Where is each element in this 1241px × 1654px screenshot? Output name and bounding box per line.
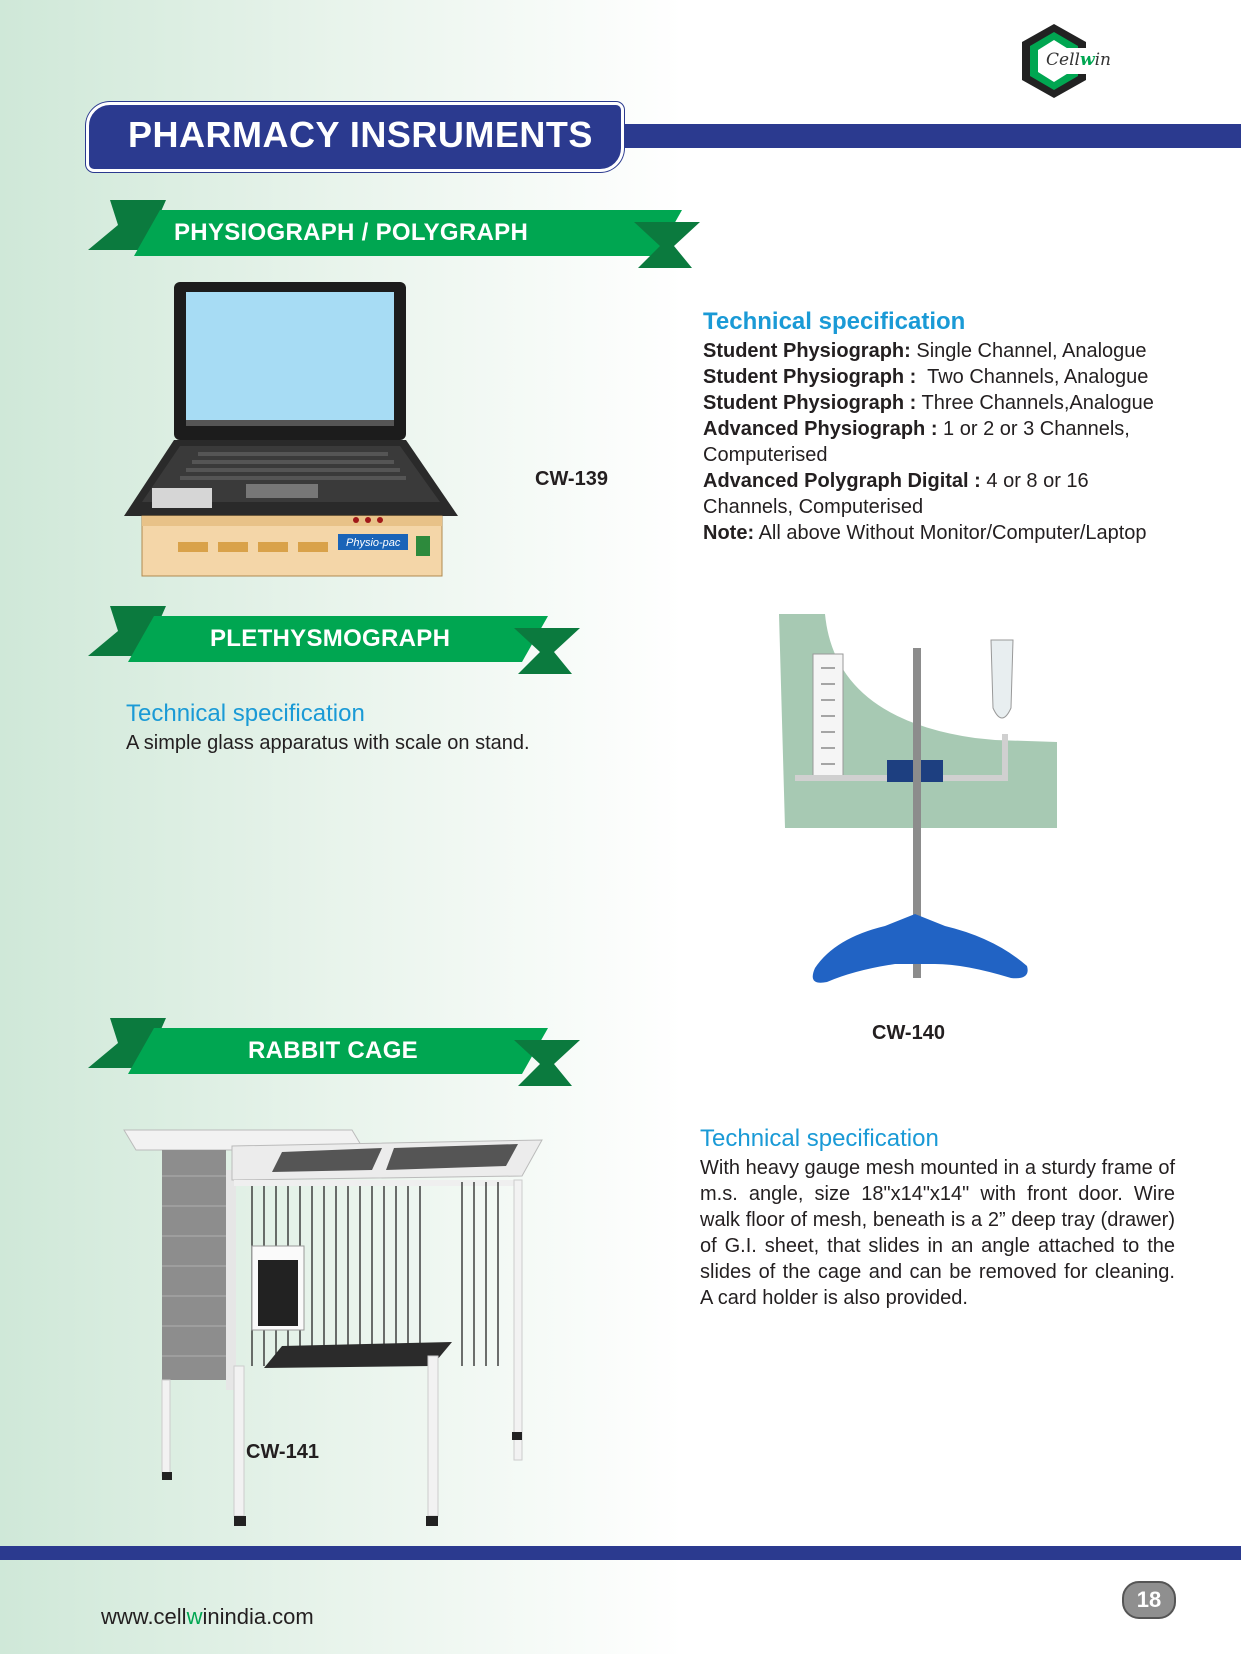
logo-wordmark: Cellwin	[1046, 50, 1111, 70]
page-title: PHARMACY INSRUMENTS	[128, 114, 593, 155]
section-ribbon-plethysmograph	[88, 606, 588, 676]
section-title-physiograph: PHYSIOGRAPH / POLYGRAPH	[174, 219, 529, 246]
spec-line: Computerised	[703, 444, 828, 466]
svg-text:Physio-pac: Physio-pac	[346, 537, 401, 549]
header-rule	[590, 124, 1241, 148]
product-code-cw139: CW-139	[535, 468, 608, 490]
spec-title-physiograph: Technical specification	[703, 308, 966, 335]
spec-title-rabbit-cage: Technical specification	[700, 1125, 939, 1152]
spec-line: Advanced Physiograph : 1 or 2 or 3 Channels,	[703, 418, 1130, 440]
page-number: 18	[1136, 1587, 1162, 1612]
rabbit-cage-image	[122, 1126, 548, 1534]
spec-line: Student Physiograph : Two Channels, Analogue	[703, 366, 1149, 388]
spec-line: Channels, Computerised	[703, 496, 924, 518]
spec-title-plethysmograph: Technical specification	[126, 700, 365, 727]
footer-rule	[0, 1546, 1241, 1560]
product-code-cw141: CW-141	[246, 1441, 319, 1463]
spec-line: Advanced Polygraph Digital : 4 or 8 or 16	[703, 470, 1089, 492]
section-title-plethysmograph: PLETHYSMOGRAPH	[210, 625, 451, 652]
spec-line: Student Physiograph: Single Channel, Analogue	[703, 340, 1147, 362]
cellwin-logo	[1018, 22, 1128, 100]
section-ribbon-physiograph	[88, 200, 718, 270]
product-code-cw140: CW-140	[872, 1022, 945, 1044]
website-url[interactable]: www.cellwinindia.com	[101, 1604, 314, 1629]
plethysmograph-image	[775, 608, 1065, 1012]
rabbit-cage-description: With heavy gauge mesh mounted in a sturdy frame of m.s. angle, size 18"x14"x14" with front door. Wire walk floor of mesh, beneath is a 2” deep tray (drawer) of G.I. sheet, that slides in an angle attached to the slides of the cage and can be removed for cleaning. A card holder is also provided.	[700, 1157, 1175, 1309]
section-ribbon-rabbit-cage	[88, 1018, 588, 1088]
plethysmograph-description: A simple glass apparatus with scale on stand.	[126, 732, 530, 754]
physiograph-image	[118, 280, 464, 585]
spec-line: Note: All above Without Monitor/Computer/Laptop	[703, 522, 1147, 544]
spec-line: Student Physiograph : Three Channels,Analogue	[703, 392, 1154, 414]
section-title-rabbit-cage: RABBIT CAGE	[248, 1037, 418, 1064]
